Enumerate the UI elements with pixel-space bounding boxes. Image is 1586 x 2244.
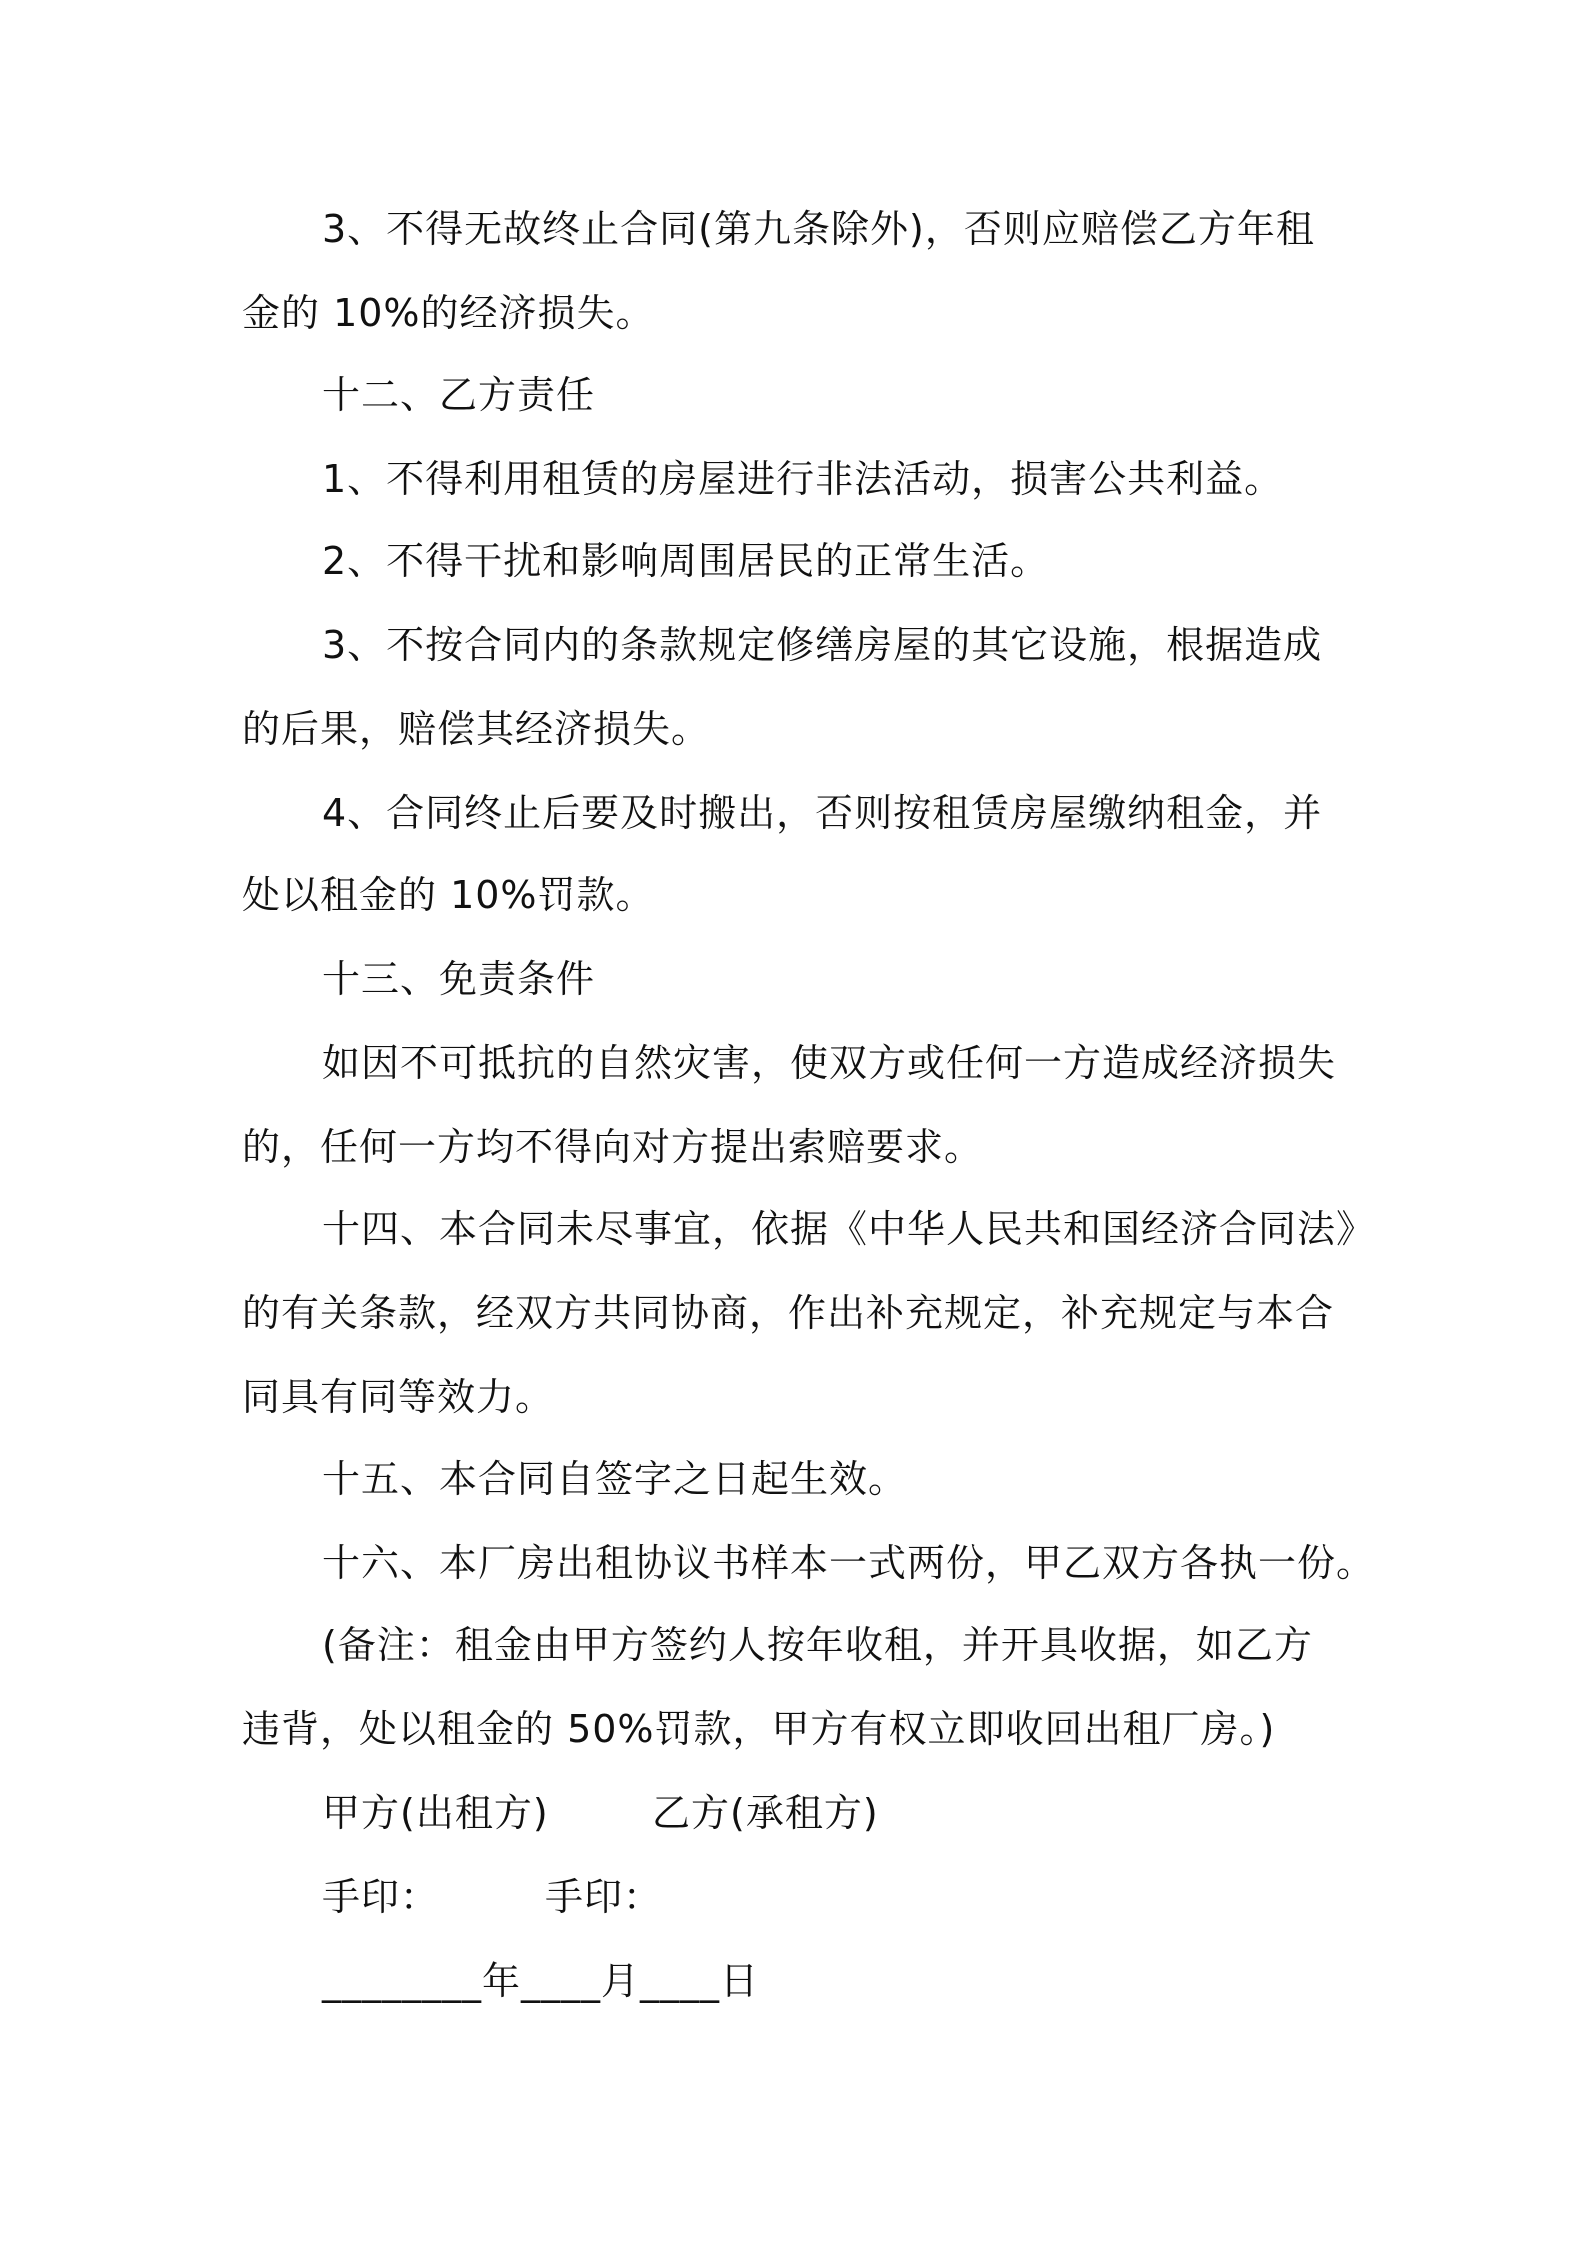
clause-line: 处以租金的 10%罚款。 [242,873,655,917]
party-b-seal-label: 手印： [545,1875,663,1919]
section-heading: 十二、乙方责任 [322,373,596,417]
clause-line: 4、合同终止后要及时搬出，否则按租赁房屋缴纳租金，并 [322,791,1323,835]
clause-line: 1、不得利用租赁的房屋进行非法活动，损害公共利益。 [322,457,1284,501]
signing-date: ________年____月____日 [322,1959,760,2003]
party-a-seal-label: 手印： [322,1875,440,1919]
clause-line: 同具有同等效力。 [242,1375,555,1419]
clause-line: 十五、本合同自签字之日起生效。 [322,1457,908,1501]
party-b-label: 乙方(承租方) [652,1791,879,1835]
clause-line: 如因不可抵抗的自然灾害，使双方或任何一方造成经济损失 [322,1041,1337,1085]
clause-line: 十四、本合同未尽事宜，依据《中华人民共和国经济合同法》 [322,1207,1376,1251]
party-a-label: 甲方(出租方) [322,1791,549,1835]
clause-line: 的后果，赔偿其经济损失。 [242,707,711,751]
clause-line: 3、不按合同内的条款规定修缮房屋的其它设施，根据造成 [322,623,1323,667]
section-heading: 十三、免责条件 [322,957,596,1001]
clause-line: 3、不得无故终止合同(第九条除外)，否则应赔偿乙方年租 [322,207,1315,251]
clause-line: 2、不得干扰和影响周围居民的正常生活。 [322,539,1050,583]
clause-line: 的，任何一方均不得向对方提出索赔要求。 [242,1125,984,1169]
clause-line: 金的 10%的经济损失。 [242,291,655,335]
note-line: (备注：租金由甲方签约人按年收租，并开具收据，如乙方 [322,1623,1313,1667]
note-line: 违背，处以租金的 50%罚款，甲方有权立即收回出租厂房。) [242,1707,1276,1751]
clause-line: 的有关条款，经双方共同协商，作出补充规定，补充规定与本合 [242,1291,1335,1335]
clause-line: 十六、本厂房出租协议书样本一式两份，甲乙双方各执一份。 [322,1541,1376,1585]
